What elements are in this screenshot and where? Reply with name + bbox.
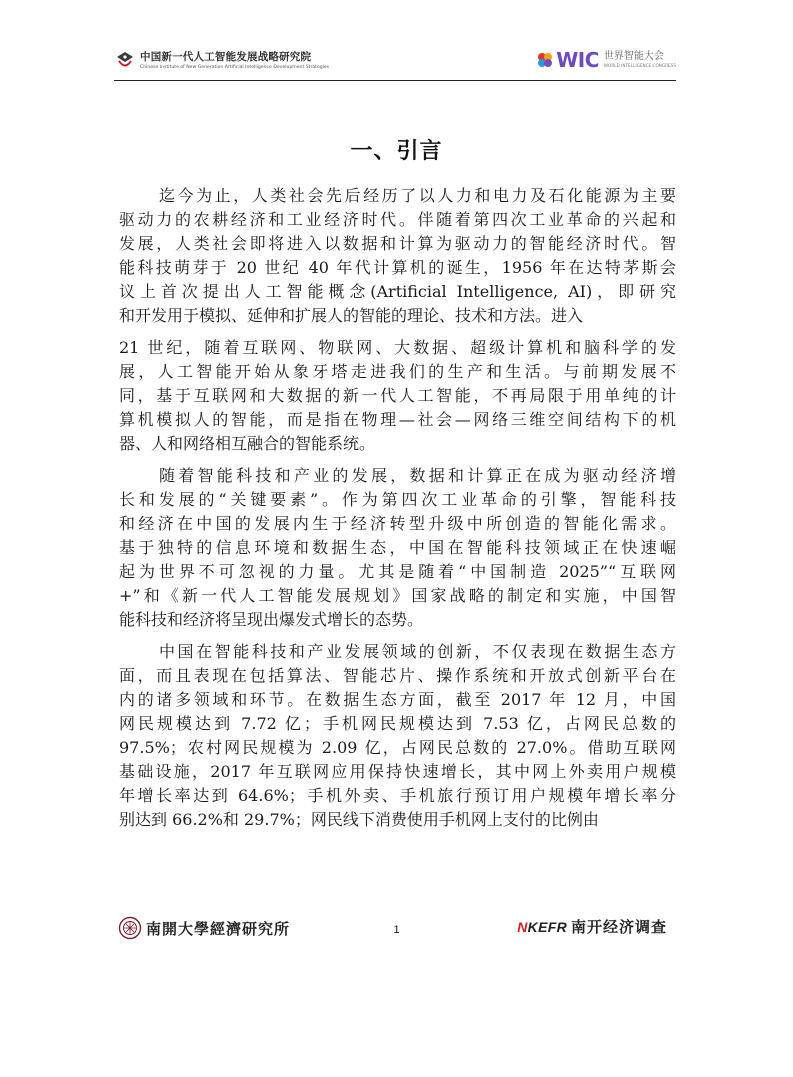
wic-brand [536,48,676,72]
nkefr-logo-n: N [517,918,528,935]
paragraph-line: 起为世界不可忽视的力量。尤其是随着“中国制造 2025”“互联网 [119,562,676,581]
document-body [119,184,676,840]
wic-name-cn: 世界智能大会 [603,51,664,62]
paragraph [119,184,676,328]
paragraph-line: 器、人和网络相互融合的智能系统。 [119,434,376,453]
section-title: 一、引言 [350,139,443,164]
institute-name-cn: 中国新一代人工智能发展战略研究院 [140,51,312,63]
paragraph [119,336,676,456]
paragraph-line: 面，而且表现在包括算法、智能芯片、操作系统和开放式创新平台在 [119,666,676,685]
nkefr-logo-rest: KEFR [527,918,567,935]
paragraph-line: 长和发展的“关键要素”。作为第四次工业革命的引擎，智能科技 [119,490,676,509]
paragraph-line: 同，基于互联网和大数据的新一代人工智能，不再局限于用单纯的计 [119,386,676,405]
paragraph [119,464,676,632]
paragraph-line: 基础设施，2017 年互联网应用保持快速增长，其中网上外卖用户规模 [119,762,676,781]
header-divider [114,80,676,81]
paragraph-line: 议上首次提出人工智能概念(Artificial Intelligence, AI)，即研究 [119,282,676,301]
paragraph-line: 算机模拟人的智能，而是指在物理—社会—网络三维空间结构下的机 [119,410,676,429]
paragraph-line: 网民规模达到 7.72 亿；手机网民规模达到 7.53 亿，占网民总数的 [119,714,676,733]
institute-brand [114,50,329,72]
institute-name-en: Chinese Institute of New Generation Artificial Intelligence Development Strategies [140,65,330,70]
paragraph-line: 能科技萌芽于 20 世纪 40 年代计算机的诞生，1956 年在达特茅斯会 [119,258,676,277]
paragraph-line: 迄今为止，人类社会先后经历了以人力和电力及石化能源为主要 [159,186,676,205]
institute-logo-icon [114,50,136,72]
paragraph-line: 展，人工智能开始从象牙塔走进我们的生产和生活。与前期发展不 [119,362,676,381]
paragraph-line: 能科技和经济将呈现出爆发式增长的态势。 [119,610,424,629]
paragraph-line: 97.5%；农村网民规模为 2.09 亿，占网民总数的 27.0%。借助互联网 [119,738,676,757]
wic-wordmark: WIC [556,48,599,72]
paragraph-line: 发展，人类社会即将进入以数据和计算为驱动力的智能经济时代。智 [119,234,676,253]
page-header [114,48,676,84]
page-number: 1 [393,924,400,936]
paragraph-line: +”和《新一代人工智能发展规划》国家战略的制定和实施，中国智 [119,586,676,605]
paragraph-line: 和经济在中国的发展内生于经济转型升级中所创造的智能化需求。 [119,514,676,533]
wic-flower-icon [536,51,554,69]
nkefr-logo [517,919,567,935]
paragraph-line: 随着智能科技和产业的发展，数据和计算正在成为驱动经济增 [159,466,676,485]
paragraph-line: 驱动力的农耕经济和工业经济时代。伴随着第四次工业革命的兴起和 [119,210,676,229]
paragraph-line: 别达到 66.2%和 29.7%；网民线下消费使用手机网上支付的比例由 [119,810,599,829]
paragraph-line: 内的诸多领域和环节。在数据生态方面，截至 2017 年 12 月，中国 [119,690,676,709]
paragraph-line: 年增长率达到 64.6%；手机外卖、手机旅行预订用户规模年增长率分 [119,786,676,805]
paragraph-line: 和开发用于模拟、延伸和扩展人的智能的理论、技术和方法。进入 [119,306,584,325]
paragraph-line: 中国在智能科技和产业发展领域的创新，不仅表现在数据生态方 [159,642,676,661]
nankai-survey-name: 南开经济调查 [570,918,667,936]
paragraph-line: 基于独特的信息环境和数据生态，中国在智能科技领域正在快速崛 [119,538,676,557]
footer-right-brand [517,916,667,937]
paragraph-line: 21 世纪，随着互联网、物联网、大数据、超级计算机和脑科学的发 [119,338,676,357]
paragraph [119,640,676,832]
nankai-institute-name: 南開大學經濟研究所 [146,919,291,938]
wic-name-en: WORLD INTELLIGENCE CONGRESS [603,63,676,68]
